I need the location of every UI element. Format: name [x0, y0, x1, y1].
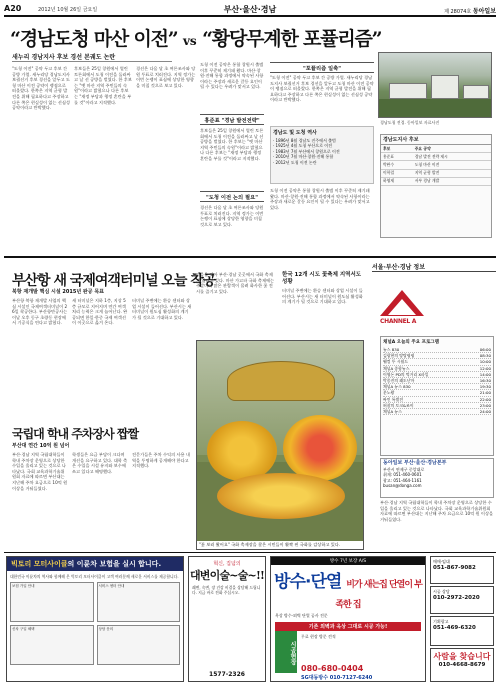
- ad-waterproof-red: 기존 외벽과 옥상 그대로 시공 가능!: [275, 622, 421, 631]
- ad-waterproof-side: 시공현장: [275, 631, 297, 673]
- channel-a-logo: [380, 290, 438, 334]
- story4-text: 가을을 맞아 부산·경남 곳곳에서 국화 축제가 열리고 있다. 마산 가고파 국화 축제에는 주말마다 많은 관람객이 몰려 화사한 꽃 전시를 즐기고 있다.: [196, 272, 275, 294]
- mid-heading-block: [200, 62, 264, 251]
- section-title: 부산·울산·경남: [223, 5, 277, 14]
- issue-date: 2012년 10월 26일 금요일: [38, 7, 98, 13]
- tv-time: 12:00: [479, 365, 491, 371]
- story2-col1: 부산항 북항 재개발 사업의 핵심 시설인 국제여객터미널이 26일 착공한다. 부산항만공사는 이날 오후 동구 초량동 현장에서 기공식을 연다고 밝혔다.: [12, 298, 68, 326]
- table-cell: 경남 발전 전략 제시: [413, 153, 491, 161]
- ad-motorcycle-title-rest: 의 이륜차 보험을 실시 합니다.: [67, 560, 162, 568]
- tv-program: 분노왕: [383, 390, 395, 396]
- ad-right-4-label: 사람을 찾습니다: [433, 652, 491, 661]
- table-cell: 하영제: [381, 177, 413, 185]
- story3-col1: 부산·경남 지역 국립대학들이 학내 주차장 운영으로 상당한 수입을 올리고 있는 것으로 나타났다. 국회 교육과학기술위원회 자료에 따르면 부산대는 지난해 주차 요금으로 10억 원 이상을 거둬들였다.: [12, 452, 68, 491]
- mid-heading-2: "도청 이전 논의 필요": [200, 191, 264, 202]
- history-item: · 1983년 7월 부산에서 창원으로 이전: [273, 148, 340, 154]
- sidebar-title: 서울·부산·경남 정보: [372, 262, 496, 272]
- ad-right-1: [430, 556, 494, 584]
- top-story-col2: 후보들은 25일 창원에서 열린 토론회에서 도청 이전을 둘러싸고 날 선 공방을 벌였다. 한 후보는 "옛 마산 지역 주민들의 숙원"이라고 밝혔으나 다른 후보는 "재정 부담과 행정 혼란을 부를 것"이라고 지적했다.: [74, 66, 132, 105]
- ad-right-2: [430, 586, 494, 614]
- story3-headline: 국립대 학내 주차장사 짭짤: [12, 427, 139, 441]
- ad-motorcycle-cell-2: 서비스 센터 안내: [97, 582, 181, 622]
- headline-part-a: “경남도청 마산 이전”: [10, 28, 178, 50]
- headline-part-b: “황당무계한 포퓰리즘”: [202, 28, 382, 50]
- tv-time: 08:30: [479, 353, 491, 359]
- ad-waterproof-suffix: 비가 새는집 단열이 부족한 집: [335, 580, 422, 610]
- tv-time: 10:00: [479, 359, 491, 365]
- publisher: [444, 6, 496, 15]
- bureau-info: [380, 458, 494, 498]
- ad-motorcycle-cell-4: 상담 문의: [97, 625, 181, 665]
- tv-time: 22:00: [479, 396, 491, 402]
- ad-waterproof-title-a: 방수: [274, 572, 305, 592]
- ad-motorcycle-brand: 빅토리 모터사이클: [11, 560, 68, 568]
- table-row: [381, 145, 491, 153]
- top-story-col6: 도청 이전 공약은 통합 창원시 출범 이후 꾸준히 제기돼 왔다. 마산·창원·진해 통합 과정에서 약속된 사항이라는 주장과 새로운 갈등 요인이 될 수 있다는 우려가 맞서고 있다.: [270, 188, 370, 210]
- mid-heading-1: 홍준표 "경남 발전전략": [200, 114, 264, 125]
- tv-program: 싸인 특별전: [383, 396, 404, 402]
- headline-vs: vs: [182, 34, 197, 48]
- tv-time: 24:00: [479, 409, 491, 415]
- tv-schedule-list: [383, 347, 491, 415]
- tv-program: 채널A 뉴스 830: [383, 384, 411, 390]
- page-header: [4, 3, 496, 17]
- tv-time: 21:00: [479, 390, 491, 396]
- story4-headline: 한국 12개 시도 꽃축제 지역서도 성황: [282, 272, 362, 285]
- tv-program: 허참의 토크&조이: [383, 402, 414, 408]
- flower-photo-caption: "꽃 보러 왔어요" 국화 축제장을 찾은 시민들이 활짝 핀 국화를 감상하고 있다.: [197, 541, 363, 549]
- bureau-email: busan@donga.com: [383, 483, 422, 488]
- tv-time: 19:30: [479, 384, 491, 390]
- story2-col2: 새 터미널은 지하 1층, 지상 5층 규모로 지어지며 연간 여객 처리 능력은 크게 늘어난다. 완공되면 한일·한중 국제 여객선이 이곳으로 옮겨 온다.: [72, 298, 128, 326]
- story4-head-block: [282, 272, 366, 336]
- tv-time: 23:00: [479, 402, 491, 408]
- channel-a-name: CHANNEL A: [380, 318, 417, 325]
- history-item: · 2012년 도청 이전 논란: [273, 159, 317, 165]
- ad-right-1-phone: 051-867-9082: [433, 565, 476, 571]
- table-cell: 지역 균형 발전: [413, 169, 491, 177]
- campus-photo-caption: 경남도청 전경. 동아일보 자료사진: [380, 120, 440, 125]
- top-story-col4: 도청 이전 공약은 통합 창원시 출범 이후 꾸준히 제기돼 왔다. 마산·창원·진해 통합 과정에서 약속된 사항이라는 주장과 새로운 갈등 요인이 될 수 있다는 우려가 맞서고 있다.: [200, 62, 264, 90]
- ad-waterproof: [270, 556, 426, 682]
- section-divider: [4, 256, 496, 258]
- story3-col3: 전문가들은 주차 수익의 사용 내역을 투명하게 공개해야 한다고 지적했다.: [132, 452, 190, 469]
- table-cell: 이학렬: [381, 169, 413, 177]
- tv-program: 채널A 뉴스: [383, 409, 402, 415]
- history-item: · 1925년 4월 도청 부산으로 이전: [273, 143, 332, 149]
- ad-waterproof-phone: 080-680-0404: [301, 664, 364, 673]
- ad-right-2-phone: 010-2972-2020: [433, 595, 480, 601]
- flower-festival-photo: [196, 340, 364, 550]
- candidate-table-box: [380, 134, 492, 238]
- tv-program: 박종진의 쾌도난마: [383, 378, 415, 384]
- ad-waterproof-title-b: 단열: [310, 572, 342, 592]
- ad-health-title: 대변이술~술~!!: [189, 569, 265, 582]
- top-story-col5: "도청 이전" 공약 두고 후보 간 공방 가열. 새누리당 경남도지사 보궐선거 후보 경선을 앞두고 도청 마산 이전 공약이 쟁점으로 떠올랐다. 한쪽은 지역 균형 발전을 위해 필요하다고 주장하고 다른 쪽은 현실성이 없는 선심성 공약이라고 반박했다.: [270, 75, 374, 103]
- table-cell: 서부 경남 개발: [413, 177, 491, 185]
- candidate-table-title: 경남도지사 후보: [381, 135, 491, 145]
- ad-motorcycle: [6, 556, 184, 682]
- bureau-line-2: 취재: 051-460-0601: [383, 472, 422, 477]
- ad-right-1-label: 매매·임대: [433, 559, 450, 564]
- ad-divider: [4, 552, 496, 553]
- table-row: [381, 177, 491, 185]
- table-cell: 주요 공약: [413, 145, 491, 153]
- bureau-line-1: 부산시 연제구 중앙대로: [383, 466, 425, 472]
- table-cell: 도청 마산 이전: [413, 161, 491, 169]
- table-cell: 후보: [381, 145, 413, 153]
- campus-photo: [378, 52, 492, 118]
- table-row: [381, 169, 491, 177]
- table-cell: 홍준표: [381, 153, 413, 161]
- page-number: A20: [4, 4, 22, 13]
- history-item: · 2010년 7월 마산·창원·진해 통합: [273, 154, 334, 160]
- ad-health-small: 혁신, 집념의: [213, 561, 241, 567]
- tv-program: 웰컴 투 시월드: [383, 359, 409, 365]
- ad-right-3: [430, 616, 494, 646]
- ad-waterproof-line1: 옥상 방수·외벽 단열 공사 전문: [275, 613, 328, 618]
- top-kicker: 새누리 경남지사 후보 경선 본궤도 논란: [12, 52, 172, 62]
- tv-time: 06:00: [479, 347, 491, 352]
- top-story-col3: 경선은 다음 달 초 여론조사와 당원 투표로 치러진다. 지역 정가는 이번 논쟁이 표심에 상당한 영향을 미칠 것으로 보고 있다.: [136, 66, 196, 88]
- table-cell: 박완수: [381, 161, 413, 169]
- bureau-line-3: 광고: 051-464-1161: [383, 477, 422, 483]
- tv-program: 이영돈 PD의 먹거리 X파일: [383, 371, 429, 377]
- story3-col2: 학생들은 요금 부담이 크다며 개선을 요구하고 있다. 대학 측은 수입을 시설 유지와 보수에 쓰고 있다고 해명했다.: [72, 452, 128, 474]
- ad-motorcycle-body: 대한민국 이륜차의 역사와 함께해 온 빅토리 모터사이클이 고객 여러분께 새로운 서비스를 제공합니다.: [10, 574, 179, 579]
- col-5: [270, 62, 374, 129]
- mid-heading-3: "포퓰리즘 일축": [270, 62, 374, 73]
- top-story-col4b: 후보들은 25일 창원에서 열린 토론회에서 도청 이전을 둘러싸고 날 선 공방을 벌였다. 한 후보는 "옛 마산 지역 주민들의 숙원"이라고 밝혔으나 다른 후보는 "재정 부담과 행정 혼란을 부를 것"이라고 지적했다.: [200, 128, 264, 161]
- ad-right-3-label: 기획광고: [433, 619, 449, 624]
- ad-right-4-phone: 010-4668-8679: [438, 662, 486, 668]
- sidebar-notice: 부산·경남 지역 국립대학들이 학내 주차장 운영으로 상당한 수입을 올리고 있는 것으로 나타났다. 국회 교육과학기술위원회 자료에 따르면 부산대는 지난해 주차 요금으로 10억 원 이상을 거둬들였다.: [380, 500, 494, 522]
- issue-number: 제 28074호: [444, 9, 472, 15]
- top-headline: [10, 24, 480, 51]
- story3-kicker: 부산대 연간 10억 원 넘어: [12, 443, 70, 449]
- tv-time: 14:00: [479, 371, 491, 377]
- top-story-col4c: 경선은 다음 달 초 여론조사와 당원 투표로 치러진다. 지역 정가는 이번 논쟁이 표심에 상당한 영향을 미칠 것으로 보고 있다.: [200, 205, 264, 227]
- ad-waterproof-strip: 방수 7년 보장 A/S: [271, 557, 425, 565]
- tv-schedule-title: 채널A 오늘의 주요 프로그램: [383, 340, 439, 345]
- ad-waterproof-title: 방수·단열 비가 새는집 단열이 부족한 집: [274, 572, 422, 610]
- story2-kicker: 북항 재개발 핵심 시설 2015년 완공 목표: [12, 289, 104, 295]
- top-story-col1: "도청 이전" 공약 두고 후보 간 공방 가열. 새누리당 경남도지사 보궐선거 후보 경선을 앞두고 도청 마산 이전 공약이 쟁점으로 떠올랐다. 한쪽은 지역 균형 발전을 위해 필요하다고 주장하고 다른 쪽은 현실성이 없는 선심성 공약이라고 반박했다.: [12, 66, 70, 111]
- tv-time: 16:30: [479, 378, 491, 384]
- bureau-info-title: 동아일보 부산·울산·경남본부: [383, 460, 447, 466]
- tv-program: 채널A 종합뉴스: [383, 365, 410, 371]
- history-box-title: 경남도 및 도청 역사: [273, 130, 317, 136]
- history-box: [270, 126, 374, 184]
- table-row: [381, 161, 491, 169]
- ad-right-4: [430, 648, 494, 682]
- table-row: [381, 153, 491, 161]
- story2-headline: 부산항 새 국제여객터미널 오늘 착공: [12, 273, 216, 289]
- ad-right-2-label: 시공 상담: [433, 589, 450, 594]
- ad-waterproof-phone2: SG대동방수 010-7127-6240: [301, 675, 373, 681]
- tv-schedule-item: [383, 409, 491, 415]
- candidate-table: [381, 145, 491, 186]
- ad-right-3-phone: 051-469-6320: [433, 625, 476, 631]
- ad-motorcycle-cell-1: 보험 가입 안내: [10, 582, 94, 622]
- ad-waterproof-line2: 무료 현장 방문 견적: [301, 634, 336, 639]
- tv-schedule: [380, 336, 494, 456]
- history-list: [273, 138, 371, 165]
- ad-health-body: 쾌변, 숙변, 장 건강 비결을 상담해 드립니다. 지금 바로 전화 주십시오.: [192, 585, 261, 595]
- paper-name: 동아일보: [472, 8, 496, 15]
- ad-health: [188, 556, 266, 682]
- ad-motorcycle-title: [7, 557, 183, 571]
- tv-program: 뉴스 830: [383, 347, 400, 352]
- ad-health-phone: 1577-2326: [209, 671, 245, 678]
- tv-program: 김광현의 탕탕평평: [383, 353, 415, 359]
- story4-text2: 터미널 주변에는 환승 센터와 상업 시설이 들어선다. 부산시는 새 터미널이 원도심 활성화의 계기가 될 것으로 기대하고 있다.: [282, 288, 363, 305]
- story2-col3: 터미널 주변에는 환승 센터와 상업 시설이 들어선다. 부산시는 새 터미널이 원도심 활성화의 계기가 될 것으로 기대하고 있다.: [132, 298, 192, 320]
- ad-motorcycle-cell-3: 신차 구입 혜택: [10, 625, 94, 665]
- history-item: · 1896년 8월 경남도 진주에서 출범: [273, 138, 336, 143]
